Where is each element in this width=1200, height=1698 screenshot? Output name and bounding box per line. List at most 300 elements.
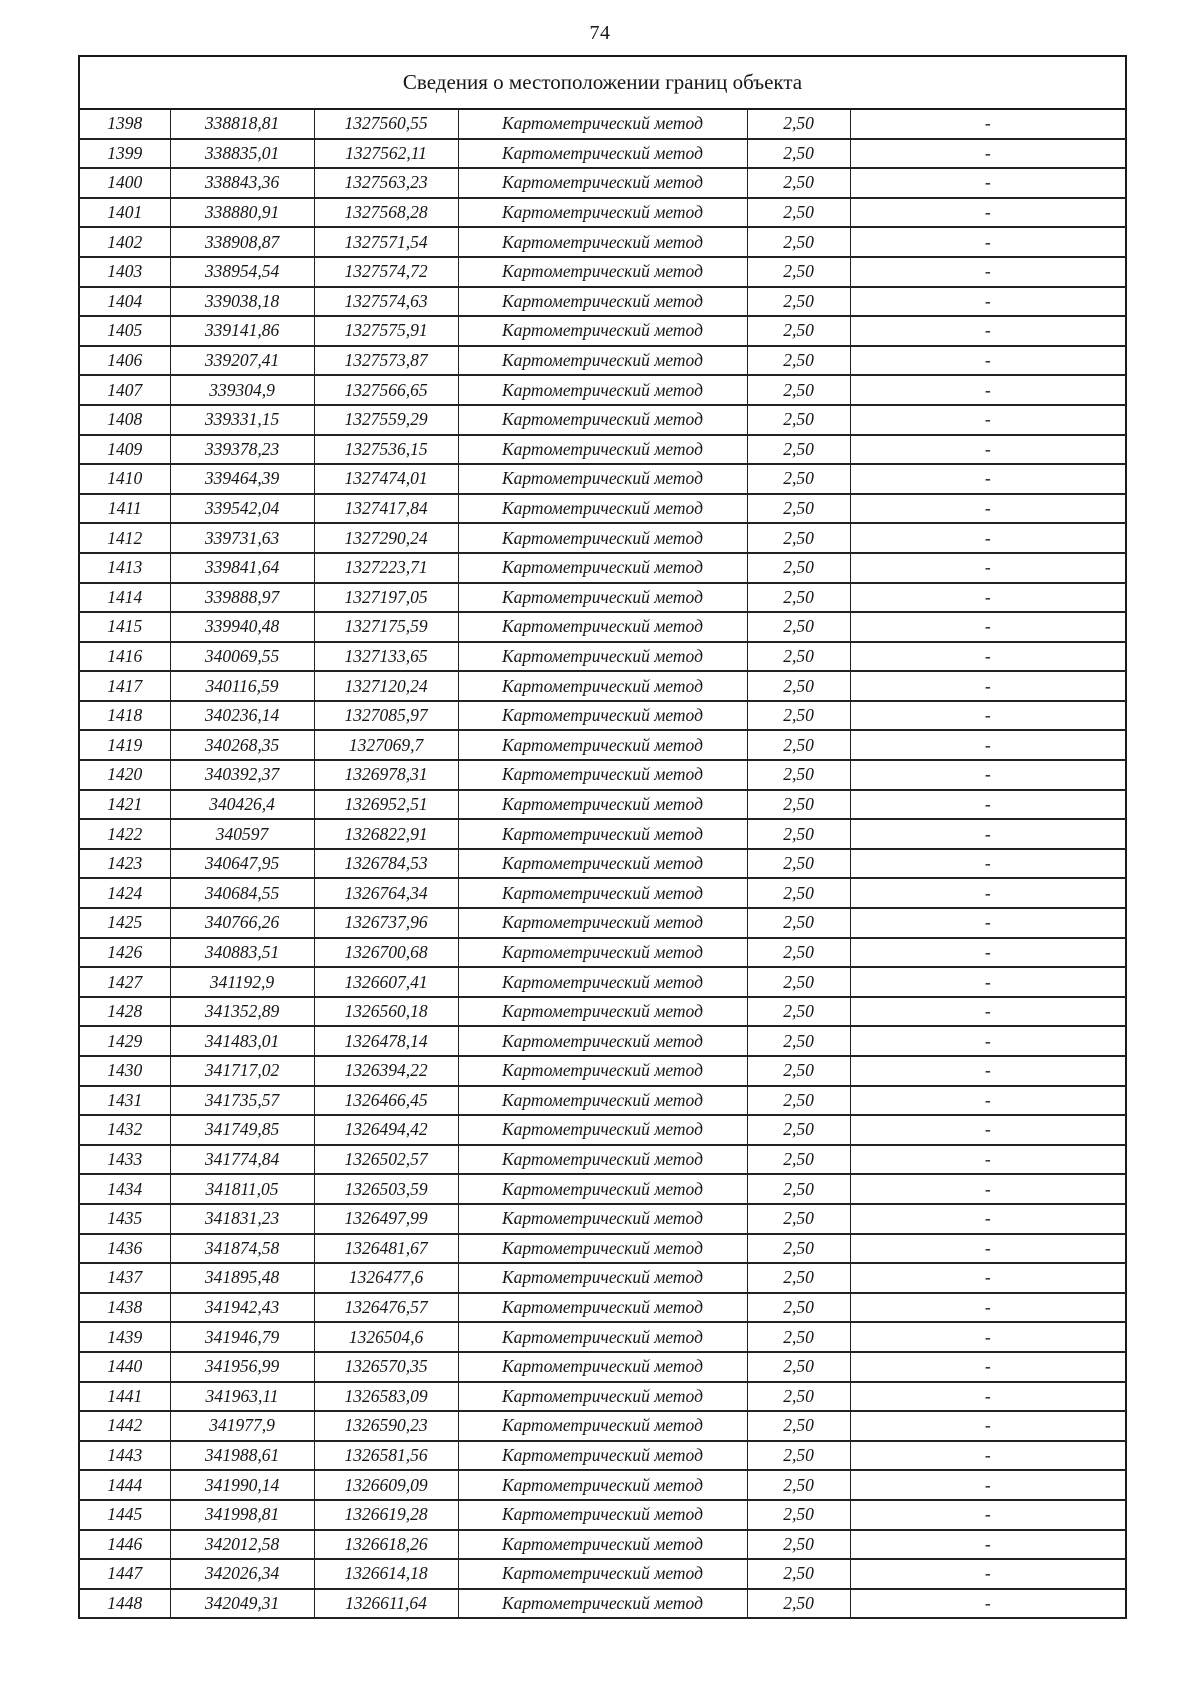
cell-coordinate-x: 342012,58	[170, 1530, 314, 1560]
cell-coordinate-x: 341483,01	[170, 1026, 314, 1056]
cell-method: Картометрический метод	[458, 109, 747, 139]
cell-coordinate-y: 1326764,34	[314, 878, 458, 908]
cell-description: -	[850, 908, 1126, 938]
cell-description: -	[850, 227, 1126, 257]
cell-coordinate-y: 1326494,42	[314, 1115, 458, 1145]
cell-precision-m: 2,50	[747, 1145, 850, 1175]
cell-point-number: 1440	[79, 1352, 170, 1382]
table-row	[79, 819, 1126, 849]
table-row	[79, 198, 1126, 228]
cell-description: -	[850, 938, 1126, 968]
table-row	[79, 583, 1126, 613]
table-row	[79, 1559, 1126, 1589]
cell-description: -	[850, 1174, 1126, 1204]
cell-description: -	[850, 997, 1126, 1027]
cell-coordinate-x: 340426,4	[170, 790, 314, 820]
cell-description: -	[850, 1411, 1126, 1441]
cell-point-number: 1437	[79, 1263, 170, 1293]
cell-point-number: 1404	[79, 287, 170, 317]
cell-precision-m: 2,50	[747, 287, 850, 317]
table-title: Сведения о местоположении границ объекта	[79, 56, 1126, 109]
table-row	[79, 1145, 1126, 1175]
cell-point-number: 1441	[79, 1382, 170, 1412]
cell-point-number: 1419	[79, 730, 170, 760]
table-row	[79, 1382, 1126, 1412]
cell-description: -	[850, 1115, 1126, 1145]
cell-method: Картометрический метод	[458, 1441, 747, 1471]
table-row	[79, 1026, 1126, 1056]
cell-coordinate-y: 1326478,14	[314, 1026, 458, 1056]
cell-coordinate-x: 341192,9	[170, 967, 314, 997]
cell-coordinate-y: 1326822,91	[314, 819, 458, 849]
cell-description: -	[850, 1056, 1126, 1086]
cell-method: Картометрический метод	[458, 1352, 747, 1382]
cell-precision-m: 2,50	[747, 730, 850, 760]
cell-coordinate-y: 1326611,64	[314, 1589, 458, 1619]
cell-coordinate-y: 1327120,24	[314, 671, 458, 701]
cell-coordinate-x: 339731,63	[170, 523, 314, 553]
cell-coordinate-x: 340236,14	[170, 701, 314, 731]
table-row	[79, 1352, 1126, 1382]
cell-method: Картометрический метод	[458, 494, 747, 524]
cell-precision-m: 2,50	[747, 1500, 850, 1530]
cell-point-number: 1436	[79, 1234, 170, 1264]
cell-coordinate-x: 341977,9	[170, 1411, 314, 1441]
cell-coordinate-x: 341874,58	[170, 1234, 314, 1264]
table-row	[79, 435, 1126, 465]
cell-coordinate-y: 1327474,01	[314, 464, 458, 494]
cell-description: -	[850, 523, 1126, 553]
cell-description: -	[850, 967, 1126, 997]
table-row	[79, 139, 1126, 169]
table-row	[79, 1322, 1126, 1352]
table-row	[79, 671, 1126, 701]
cell-coordinate-y: 1327571,54	[314, 227, 458, 257]
cell-coordinate-x: 340392,37	[170, 760, 314, 790]
cell-coordinate-y: 1327133,65	[314, 642, 458, 672]
cell-point-number: 1431	[79, 1086, 170, 1116]
cell-point-number: 1443	[79, 1441, 170, 1471]
cell-point-number: 1444	[79, 1470, 170, 1500]
cell-point-number: 1400	[79, 168, 170, 198]
cell-point-number: 1415	[79, 612, 170, 642]
cell-precision-m: 2,50	[747, 1382, 850, 1412]
cell-coordinate-y: 1326560,18	[314, 997, 458, 1027]
table-row	[79, 1204, 1126, 1234]
cell-method: Картометрический метод	[458, 1263, 747, 1293]
cell-coordinate-x: 338835,01	[170, 139, 314, 169]
cell-coordinate-x: 339940,48	[170, 612, 314, 642]
table-row	[79, 1441, 1126, 1471]
cell-point-number: 1445	[79, 1500, 170, 1530]
cell-precision-m: 2,50	[747, 1589, 850, 1619]
cell-coordinate-y: 1326952,51	[314, 790, 458, 820]
cell-precision-m: 2,50	[747, 168, 850, 198]
cell-coordinate-y: 1327559,29	[314, 405, 458, 435]
cell-coordinate-x: 338880,91	[170, 198, 314, 228]
table-row	[79, 1174, 1126, 1204]
table-row	[79, 1086, 1126, 1116]
table-row	[79, 553, 1126, 583]
cell-coordinate-y: 1327085,97	[314, 701, 458, 731]
cell-coordinate-y: 1326504,6	[314, 1322, 458, 1352]
cell-point-number: 1399	[79, 139, 170, 169]
table-row	[79, 849, 1126, 879]
cell-coordinate-y: 1326590,23	[314, 1411, 458, 1441]
cell-method: Картометрический метод	[458, 1026, 747, 1056]
table-row	[79, 1293, 1126, 1323]
cell-coordinate-x: 340766,26	[170, 908, 314, 938]
cell-point-number: 1439	[79, 1322, 170, 1352]
cell-description: -	[850, 464, 1126, 494]
cell-precision-m: 2,50	[747, 878, 850, 908]
table-row	[79, 1056, 1126, 1086]
cell-point-number: 1421	[79, 790, 170, 820]
cell-description: -	[850, 435, 1126, 465]
cell-precision-m: 2,50	[747, 1530, 850, 1560]
cell-description: -	[850, 168, 1126, 198]
cell-coordinate-y: 1326784,53	[314, 849, 458, 879]
cell-coordinate-x: 340116,59	[170, 671, 314, 701]
table-row	[79, 346, 1126, 376]
table-row	[79, 642, 1126, 672]
cell-precision-m: 2,50	[747, 257, 850, 287]
cell-precision-m: 2,50	[747, 908, 850, 938]
cell-description: -	[850, 1322, 1126, 1352]
cell-coordinate-x: 340069,55	[170, 642, 314, 672]
cell-method: Картометрический метод	[458, 227, 747, 257]
table-row	[79, 1115, 1126, 1145]
cell-precision-m: 2,50	[747, 1322, 850, 1352]
table-body	[79, 109, 1126, 1618]
cell-point-number: 1433	[79, 1145, 170, 1175]
cell-coordinate-y: 1326503,59	[314, 1174, 458, 1204]
cell-coordinate-y: 1327223,71	[314, 553, 458, 583]
cell-description: -	[850, 316, 1126, 346]
cell-point-number: 1438	[79, 1293, 170, 1323]
cell-description: -	[850, 198, 1126, 228]
cell-coordinate-y: 1327574,72	[314, 257, 458, 287]
cell-coordinate-y: 1327197,05	[314, 583, 458, 613]
cell-coordinate-y: 1326618,26	[314, 1530, 458, 1560]
cell-point-number: 1405	[79, 316, 170, 346]
cell-coordinate-y: 1326476,57	[314, 1293, 458, 1323]
cell-method: Картометрический метод	[458, 967, 747, 997]
cell-point-number: 1434	[79, 1174, 170, 1204]
table-row	[79, 1411, 1126, 1441]
table-row	[79, 908, 1126, 938]
table-row	[79, 1263, 1126, 1293]
cell-coordinate-x: 339038,18	[170, 287, 314, 317]
cell-description: -	[850, 346, 1126, 376]
cell-coordinate-x: 341988,61	[170, 1441, 314, 1471]
cell-method: Картометрический метод	[458, 375, 747, 405]
cell-description: -	[850, 1263, 1126, 1293]
cell-coordinate-x: 341717,02	[170, 1056, 314, 1086]
cell-description: -	[850, 405, 1126, 435]
cell-description: -	[850, 642, 1126, 672]
cell-description: -	[850, 375, 1126, 405]
cell-coordinate-x: 341774,84	[170, 1145, 314, 1175]
boundary-points-table	[78, 55, 1127, 1619]
cell-coordinate-y: 1326581,56	[314, 1441, 458, 1471]
cell-point-number: 1428	[79, 997, 170, 1027]
cell-point-number: 1442	[79, 1411, 170, 1441]
table-row	[79, 701, 1126, 731]
cell-point-number: 1409	[79, 435, 170, 465]
cell-precision-m: 2,50	[747, 1174, 850, 1204]
cell-point-number: 1423	[79, 849, 170, 879]
cell-method: Картометрический метод	[458, 1411, 747, 1441]
cell-method: Картометрический метод	[458, 553, 747, 583]
table-row	[79, 257, 1126, 287]
cell-method: Картометрический метод	[458, 287, 747, 317]
cell-coordinate-y: 1326700,68	[314, 938, 458, 968]
cell-method: Картометрический метод	[458, 583, 747, 613]
cell-description: -	[850, 790, 1126, 820]
cell-method: Картометрический метод	[458, 1086, 747, 1116]
cell-precision-m: 2,50	[747, 1352, 850, 1382]
cell-method: Картометрический метод	[458, 1559, 747, 1589]
cell-precision-m: 2,50	[747, 346, 850, 376]
cell-coordinate-x: 338843,36	[170, 168, 314, 198]
cell-coordinate-y: 1326481,67	[314, 1234, 458, 1264]
cell-coordinate-x: 341963,11	[170, 1382, 314, 1412]
cell-method: Картометрический метод	[458, 523, 747, 553]
cell-coordinate-y: 1327566,65	[314, 375, 458, 405]
cell-description: -	[850, 109, 1126, 139]
cell-method: Картометрический метод	[458, 790, 747, 820]
cell-coordinate-x: 341811,05	[170, 1174, 314, 1204]
cell-point-number: 1403	[79, 257, 170, 287]
cell-description: -	[850, 1293, 1126, 1323]
cell-coordinate-x: 341942,43	[170, 1293, 314, 1323]
cell-coordinate-y: 1327575,91	[314, 316, 458, 346]
cell-method: Картометрический метод	[458, 819, 747, 849]
cell-coordinate-y: 1327175,59	[314, 612, 458, 642]
cell-description: -	[850, 1382, 1126, 1412]
cell-description: -	[850, 1352, 1126, 1382]
cell-point-number: 1425	[79, 908, 170, 938]
cell-precision-m: 2,50	[747, 701, 850, 731]
cell-coordinate-y: 1327563,23	[314, 168, 458, 198]
cell-precision-m: 2,50	[747, 1234, 850, 1264]
cell-point-number: 1411	[79, 494, 170, 524]
table-row	[79, 1470, 1126, 1500]
cell-coordinate-x: 339378,23	[170, 435, 314, 465]
cell-point-number: 1398	[79, 109, 170, 139]
cell-description: -	[850, 760, 1126, 790]
cell-coordinate-x: 342026,34	[170, 1559, 314, 1589]
cell-coordinate-x: 340883,51	[170, 938, 314, 968]
cell-precision-m: 2,50	[747, 612, 850, 642]
cell-coordinate-x: 339304,9	[170, 375, 314, 405]
cell-method: Картометрический метод	[458, 671, 747, 701]
cell-description: -	[850, 819, 1126, 849]
cell-coordinate-x: 340647,95	[170, 849, 314, 879]
table-row	[79, 523, 1126, 553]
cell-method: Картометрический метод	[458, 760, 747, 790]
cell-point-number: 1432	[79, 1115, 170, 1145]
cell-coordinate-x: 339542,04	[170, 494, 314, 524]
cell-coordinate-y: 1327568,28	[314, 198, 458, 228]
cell-precision-m: 2,50	[747, 1026, 850, 1056]
cell-point-number: 1414	[79, 583, 170, 613]
cell-coordinate-y: 1326737,96	[314, 908, 458, 938]
cell-description: -	[850, 1559, 1126, 1589]
cell-description: -	[850, 849, 1126, 879]
cell-method: Картометрический метод	[458, 1204, 747, 1234]
cell-method: Картометрический метод	[458, 938, 747, 968]
cell-coordinate-x: 339464,39	[170, 464, 314, 494]
cell-description: -	[850, 1500, 1126, 1530]
cell-coordinate-y: 1326394,22	[314, 1056, 458, 1086]
cell-description: -	[850, 583, 1126, 613]
cell-point-number: 1420	[79, 760, 170, 790]
cell-coordinate-x: 341735,57	[170, 1086, 314, 1116]
cell-precision-m: 2,50	[747, 790, 850, 820]
table-row	[79, 1234, 1126, 1264]
cell-coordinate-x: 339841,64	[170, 553, 314, 583]
cell-description: -	[850, 1589, 1126, 1619]
table-row	[79, 730, 1126, 760]
cell-coordinate-y: 1327574,63	[314, 287, 458, 317]
cell-description: -	[850, 671, 1126, 701]
cell-description: -	[850, 1026, 1126, 1056]
cell-precision-m: 2,50	[747, 1293, 850, 1323]
cell-method: Картометрический метод	[458, 612, 747, 642]
cell-coordinate-y: 1326497,99	[314, 1204, 458, 1234]
cell-method: Картометрический метод	[458, 1382, 747, 1412]
cell-coordinate-y: 1327573,87	[314, 346, 458, 376]
cell-precision-m: 2,50	[747, 997, 850, 1027]
cell-precision-m: 2,50	[747, 198, 850, 228]
page-number: 74	[589, 22, 611, 44]
cell-coordinate-y: 1327562,11	[314, 139, 458, 169]
cell-precision-m: 2,50	[747, 1559, 850, 1589]
cell-precision-m: 2,50	[747, 435, 850, 465]
table-row	[79, 612, 1126, 642]
cell-coordinate-y: 1326619,28	[314, 1500, 458, 1530]
cell-method: Картометрический метод	[458, 701, 747, 731]
table-row	[79, 405, 1126, 435]
cell-coordinate-y: 1326978,31	[314, 760, 458, 790]
cell-coordinate-y: 1326607,41	[314, 967, 458, 997]
cell-coordinate-y: 1327069,7	[314, 730, 458, 760]
cell-point-number: 1402	[79, 227, 170, 257]
cell-description: -	[850, 1086, 1126, 1116]
cell-point-number: 1413	[79, 553, 170, 583]
cell-method: Картометрический метод	[458, 1056, 747, 1086]
cell-precision-m: 2,50	[747, 1204, 850, 1234]
cell-precision-m: 2,50	[747, 227, 850, 257]
cell-precision-m: 2,50	[747, 967, 850, 997]
cell-point-number: 1446	[79, 1530, 170, 1560]
table-row	[79, 938, 1126, 968]
cell-description: -	[850, 878, 1126, 908]
cell-description: -	[850, 287, 1126, 317]
cell-description: -	[850, 494, 1126, 524]
cell-coordinate-y: 1327290,24	[314, 523, 458, 553]
cell-method: Картометрический метод	[458, 1500, 747, 1530]
cell-point-number: 1447	[79, 1559, 170, 1589]
cell-precision-m: 2,50	[747, 1441, 850, 1471]
cell-description: -	[850, 1530, 1126, 1560]
cell-method: Картометрический метод	[458, 1589, 747, 1619]
cell-coordinate-x: 338818,81	[170, 109, 314, 139]
cell-method: Картометрический метод	[458, 908, 747, 938]
cell-coordinate-x: 340268,35	[170, 730, 314, 760]
cell-coordinate-x: 342049,31	[170, 1589, 314, 1619]
cell-method: Картометрический метод	[458, 642, 747, 672]
cell-point-number: 1410	[79, 464, 170, 494]
cell-coordinate-x: 341990,14	[170, 1470, 314, 1500]
cell-precision-m: 2,50	[747, 109, 850, 139]
cell-precision-m: 2,50	[747, 1411, 850, 1441]
cell-description: -	[850, 1470, 1126, 1500]
cell-point-number: 1435	[79, 1204, 170, 1234]
cell-point-number: 1426	[79, 938, 170, 968]
table-row	[79, 760, 1126, 790]
table-row	[79, 1500, 1126, 1530]
cell-precision-m: 2,50	[747, 938, 850, 968]
cell-point-number: 1407	[79, 375, 170, 405]
cell-description: -	[850, 1441, 1126, 1471]
table-row	[79, 997, 1126, 1027]
cell-description: -	[850, 1204, 1126, 1234]
cell-coordinate-y: 1326502,57	[314, 1145, 458, 1175]
cell-coordinate-y: 1326583,09	[314, 1382, 458, 1412]
cell-precision-m: 2,50	[747, 1056, 850, 1086]
cell-coordinate-x: 340684,55	[170, 878, 314, 908]
cell-coordinate-x: 341895,48	[170, 1263, 314, 1293]
cell-description: -	[850, 1234, 1126, 1264]
cell-method: Картометрический метод	[458, 730, 747, 760]
cell-coordinate-x: 341956,99	[170, 1352, 314, 1382]
cell-precision-m: 2,50	[747, 1115, 850, 1145]
cell-method: Картометрический метод	[458, 997, 747, 1027]
cell-method: Картометрический метод	[458, 1115, 747, 1145]
cell-point-number: 1412	[79, 523, 170, 553]
cell-method: Картометрический метод	[458, 1234, 747, 1264]
cell-method: Картометрический метод	[458, 346, 747, 376]
cell-coordinate-y: 1327417,84	[314, 494, 458, 524]
cell-method: Картометрический метод	[458, 1293, 747, 1323]
cell-point-number: 1429	[79, 1026, 170, 1056]
cell-coordinate-x: 341946,79	[170, 1322, 314, 1352]
cell-coordinate-x: 341749,85	[170, 1115, 314, 1145]
table-row	[79, 168, 1126, 198]
cell-precision-m: 2,50	[747, 642, 850, 672]
cell-precision-m: 2,50	[747, 583, 850, 613]
cell-coordinate-x: 341352,89	[170, 997, 314, 1027]
cell-method: Картометрический метод	[458, 464, 747, 494]
cell-method: Картометрический метод	[458, 405, 747, 435]
table-row	[79, 878, 1126, 908]
cell-coordinate-x: 339207,41	[170, 346, 314, 376]
table-row	[79, 494, 1126, 524]
cell-precision-m: 2,50	[747, 849, 850, 879]
cell-method: Картометрический метод	[458, 139, 747, 169]
table-row	[79, 790, 1126, 820]
cell-coordinate-y: 1327536,15	[314, 435, 458, 465]
cell-coordinate-y: 1327560,55	[314, 109, 458, 139]
table-row	[79, 464, 1126, 494]
cell-method: Картометрический метод	[458, 878, 747, 908]
cell-method: Картометрический метод	[458, 1530, 747, 1560]
cell-point-number: 1408	[79, 405, 170, 435]
cell-precision-m: 2,50	[747, 1470, 850, 1500]
